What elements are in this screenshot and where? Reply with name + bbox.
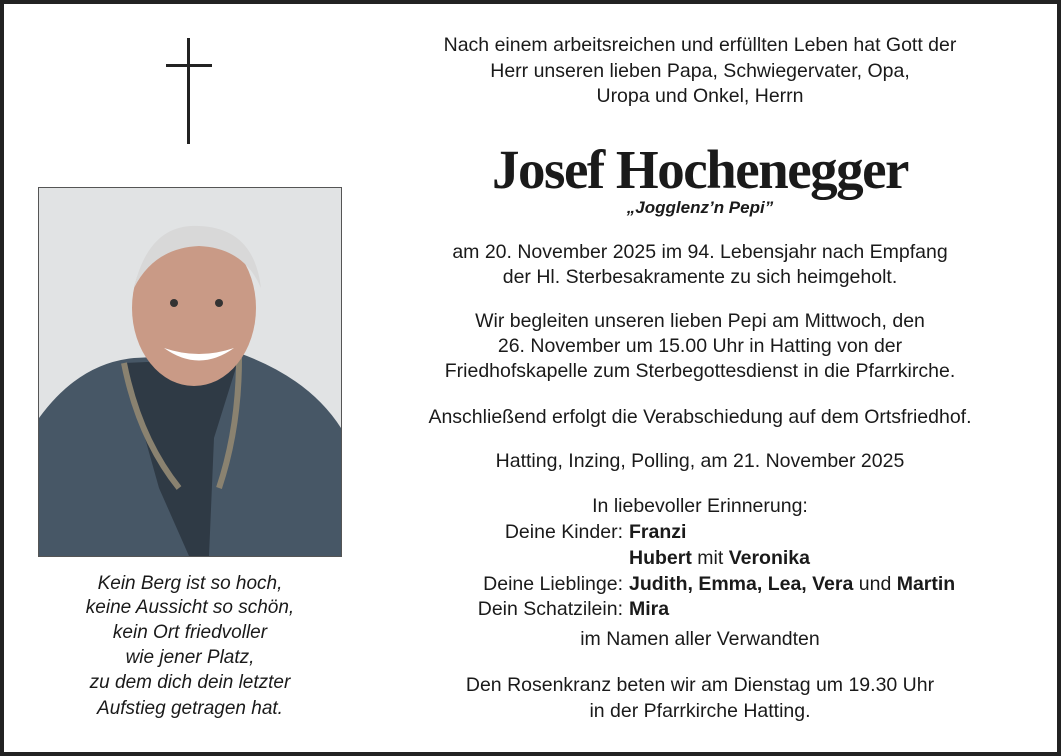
conjunction: mit (691, 547, 729, 569)
grandchildren-names: Judith, Emma, Lea, Vera (629, 573, 854, 595)
cross-icon (187, 38, 190, 144)
cross-icon-bar (166, 64, 212, 67)
death-line: der Hl. Sterbesakramente zu sich heimgeholt. (502, 266, 898, 288)
deceased-name: Josef Hochenegger (492, 139, 908, 200)
funeral-line: Wir begleiten unseren lieben Pepi am Mittwoch, den (475, 310, 925, 332)
poem-line: keine Aussicht so schön, (85, 597, 295, 618)
children-label: Deine Kinder: (504, 521, 623, 543)
intro-line: Nach einem arbeitsreichen und erfüllten Leben hat Gott der (443, 34, 957, 56)
grandchild-name: Martin (896, 573, 956, 595)
rosary-line: in der Pfarrkirche Hatting. (589, 700, 811, 722)
poem-line: wie jener Platz, (125, 647, 255, 668)
portrait-photo (38, 187, 342, 557)
farewell-line: Anschließend erfolgt die Verabschiedung auf dem Ortsfriedhof. (428, 406, 972, 428)
child-name: Franzi (629, 521, 687, 543)
greatgrandchild-name: Mira (629, 598, 670, 620)
place-date: Hatting, Inzing, Polling, am 21. November 2025 (495, 450, 905, 472)
conjunction: und (853, 573, 897, 595)
funeral-line: 26. November um 15.00 Uhr in Hatting von der (497, 335, 903, 357)
relatives-line: im Namen aller Verwandten (580, 628, 820, 650)
greatgrandchild-label: Dein Schatzilein: (477, 598, 623, 620)
nickname: „Jogglenz’n Pepi” (626, 198, 774, 217)
death-line: am 20. November 2025 im 94. Lebensjahr nach Empfang (452, 241, 948, 263)
poem-line: Aufstieg getragen hat. (97, 698, 283, 719)
poem-line: kein Ort friedvoller (112, 622, 268, 643)
grandchildren-label: Deine Lieblinge: (483, 573, 623, 595)
intro-line: Herr unseren lieben Papa, Schwiegervater, Opa, (490, 60, 910, 82)
memory-heading: In liebevoller Erinnerung: (592, 495, 808, 517)
poem-line: zu dem dich dein letzter (89, 672, 291, 693)
funeral-line: Friedhofskapelle zum Sterbegottesdienst in die Pfarrkirche. (444, 360, 956, 382)
rosary-line: Den Rosenkranz beten wir am Dienstag um 19.30 Uhr (465, 674, 935, 696)
intro-line: Uropa und Onkel, Herrn (596, 85, 804, 107)
child-name: Hubert (629, 547, 692, 569)
spouse-name: Veronika (728, 547, 810, 569)
poem-line: Kein Berg ist so hoch, (97, 573, 283, 594)
